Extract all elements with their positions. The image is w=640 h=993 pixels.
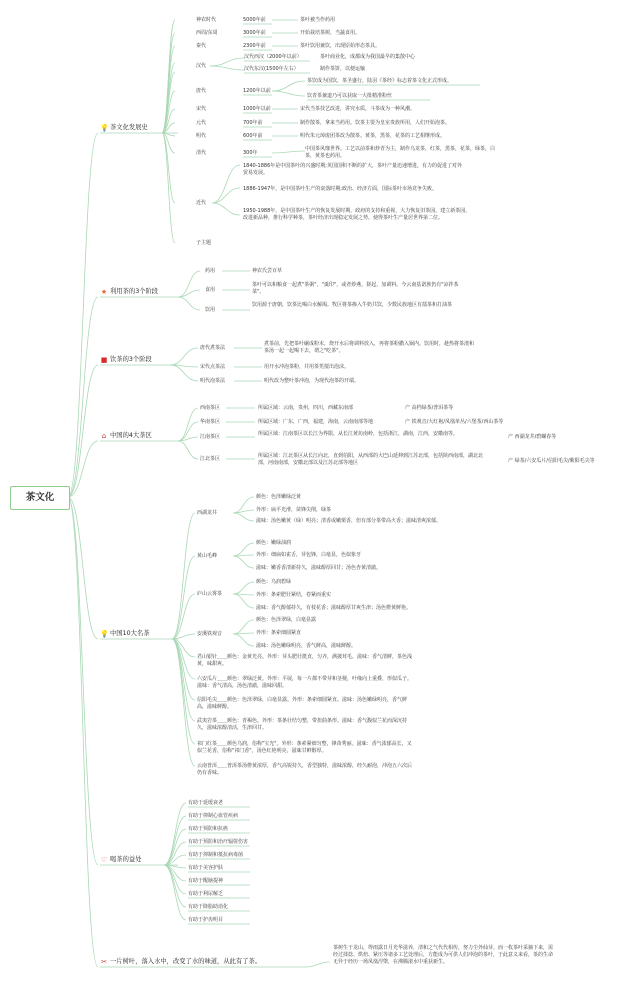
connector: [233, 582, 254, 594]
branch-label: 喝茶的益处: [110, 856, 142, 863]
area-product[interactable]: 产 高档绿茶/普洱茶等: [405, 405, 454, 411]
connector: [210, 66, 244, 70]
bulb-icon: 💡: [100, 630, 109, 638]
branch-areas[interactable]: [100, 431, 152, 440]
tea-name[interactable]: 庐山云雾茶: [197, 591, 223, 597]
leaf-text[interactable]: 茶树生于龙山，得雨露日月光华滋养，清和之气代代相传，努力尘外仙芽。而一枚茶叶采摘下来，需经过揉捻、烘焙、紧压等诸多工艺处理后，方能成为可供人们冲泡的茶叶，于此意义来看，茶的生命无异于经历一场凤凰涅槃，在沸腾滚水中重获新生。: [333, 945, 554, 965]
bulb-icon: 💡: [100, 124, 109, 132]
stage-name[interactable]: 药用: [205, 268, 216, 274]
tea-attribute[interactable]: 滋味：嫩香香清新持久，滋味醇厚回甘；汤色杏黄清澈。: [256, 565, 382, 571]
connector: [212, 203, 240, 215]
tea-extra[interactable]: 祁门红茶＿＿颜色乌润，俗称"宝光"。外形：条索紧细匀整，锋苗秀丽。滋味：香气浓郁高长，又似兰花香，俗称"祁门香"，汤色红艳明亮，滋味甘鲜醇厚。: [197, 741, 412, 754]
connector: [178, 297, 200, 310]
tea-attribute[interactable]: 颜色：嫩绿油润: [256, 540, 292, 546]
stage-desc[interactable]: 饮用源于唐朝，饮茶比喝白水解渴。牧区将茶掺入牛奶共饮，少数民族地区有擂茶和打油茶: [252, 302, 453, 308]
history-era-sub[interactable]: 汉代东汉(1500年左右）: [244, 66, 299, 72]
tea-attribute[interactable]: 颜色：色泽嫩绿泛黄: [256, 494, 302, 500]
branch-drink[interactable]: [100, 355, 152, 364]
benefit-item[interactable]: 有助于抑制心血管疾病: [188, 813, 239, 819]
history-era[interactable]: 近代: [196, 200, 207, 206]
history-era[interactable]: 明代: [196, 133, 207, 139]
connector: [164, 865, 186, 894]
stage-name[interactable]: 饮用: [205, 307, 216, 313]
connector: [68, 297, 98, 497]
connector: [164, 842, 186, 865]
history-time[interactable]: 1200年以前: [243, 88, 271, 94]
area-region[interactable]: 所属区域：广东，广西，福建，海南，云南南部等地: [258, 419, 374, 425]
connector: [272, 91, 305, 96]
area-name[interactable]: 江北茶区: [200, 456, 221, 462]
benefit-item[interactable]: 有助于利尿解乏: [188, 891, 224, 897]
benefit-item[interactable]: 有助于醒脑提神: [188, 878, 224, 884]
connector: [162, 133, 175, 243]
tea-extra[interactable]: 云南普洱＿＿普洱茶汤橙黄浓厚，香气高锐持久，香型独特，滋味浓醇，经久耐泡，冲泡五六次后仍有香味。: [197, 763, 413, 776]
branch-label: 中国10大名茶: [110, 630, 150, 637]
benefit-item[interactable]: 有助于美容护肤: [188, 865, 224, 871]
drink-name[interactable]: 唐代煮茶法: [200, 345, 226, 351]
connector: [212, 188, 240, 203]
star-icon: ★: [100, 288, 108, 296]
tea-extra[interactable]: 武夷岩茶＿＿颜色：青褐色。外形：茶条壮结匀整，带扭曲条形。滋味：香气馥似兰花而深沉持久，滋味浓醇清活，生津回甘。: [197, 718, 408, 731]
history-time[interactable]: 1000年以前: [243, 106, 271, 112]
area-name[interactable]: 西南茶区: [200, 405, 221, 411]
branch-leaf[interactable]: [100, 957, 261, 966]
area-product[interactable]: 产 西湖龙井/碧螺春等: [508, 434, 557, 440]
tea-attribute[interactable]: 颜色：色泽翠绿，白毫显露: [256, 617, 317, 623]
history-era[interactable]: 清代: [196, 150, 207, 156]
heart-icon: ♡: [100, 856, 108, 864]
area-region[interactable]: 所属区域：云南，贵州，四川，西藏东南部: [258, 405, 354, 411]
history-event[interactable]: 茶叶被当作药用: [300, 17, 336, 23]
stage-name[interactable]: 食用: [205, 287, 216, 293]
history-event[interactable]: 茶叶商业化，成都成为我国最早的集散中心: [320, 54, 416, 60]
tea-attribute[interactable]: 外形：条索细圆紧直: [256, 630, 302, 636]
connector: [272, 81, 305, 91]
branch-label: 利用茶的3个阶段: [110, 288, 159, 295]
history-era[interactable]: 子主题: [196, 240, 212, 246]
branch-label: 饮茶的3个阶段: [110, 356, 152, 363]
branch-stages[interactable]: [100, 287, 158, 296]
branch-label: 中国的4大茶区: [110, 432, 152, 439]
tea-attribute[interactable]: 外形：条索肥壮紧结，卷紧而重实: [256, 592, 332, 598]
drink-desc[interactable]: 明代改为整叶茶冲泡，为现代泡茶的开端。: [264, 378, 360, 384]
area-region[interactable]: 所属区域：江南茶区以长江为界限，从长江黄坊南岭，包括浙江，湖南，江西，安徽南等。: [258, 431, 459, 437]
connector: [233, 510, 254, 513]
tea-name[interactable]: 黄山毛峰: [197, 553, 218, 559]
connector: [178, 441, 198, 459]
history-event[interactable]: 开始栽培茶树，当蔬食用。: [300, 30, 361, 36]
connector: [272, 151, 305, 153]
history-event[interactable]: 中国茶风靡世界。工艺以前茶和炒青为主，制作乌龙茶，红茶，黑茶，花茶，绿茶，白茶，黄茶也药用。: [305, 146, 496, 159]
tea-extra[interactable]: 六安瓜片＿＿颜色：翠绿泛黄。外形：平展，每一片都不带芽和茎梗，叶缘向上重叠，形似瓜子。滋味：香气清高，汤色清澈，滋味回甜。: [197, 676, 413, 689]
benefit-item[interactable]: 有助于预防和治疗辐射伤害: [188, 839, 249, 845]
connector: [172, 594, 195, 639]
connector: [172, 639, 195, 721]
flag-icon: ■: [100, 356, 108, 364]
branch-label: 茶文化发展史: [110, 124, 148, 131]
tea-attribute[interactable]: 滋味：香气醇郁持久，有枝花香；滋味醇厚甘爽生津；汤色橙黄鲜艳。: [256, 605, 412, 611]
connector: [68, 133, 98, 497]
history-era[interactable]: 神农时代: [196, 17, 217, 23]
connector: [233, 594, 254, 608]
connector: [68, 441, 98, 497]
connector: [210, 58, 244, 66]
connector: [233, 543, 254, 556]
connector: [172, 513, 195, 639]
history-event[interactable]: 制作茶饼，以便运输: [320, 66, 366, 72]
history-event[interactable]: 明代朱元璋废团茶改为散茶。黄茶，黑茶，花茶的工艺相继形成。: [300, 133, 446, 139]
benefit-item[interactable]: 有助于降脂助消化: [188, 904, 229, 910]
tea-attribute[interactable]: 外形：扁平光滑，苗锋尖削，绿茶: [256, 507, 332, 513]
history-event[interactable]: 饮青茶兼道乃可以获取一大批精准粉丝: [307, 93, 393, 99]
connector: [233, 634, 254, 646]
history-era[interactable]: 唐代: [196, 88, 207, 94]
connector: [172, 639, 195, 744]
drink-name[interactable]: 宋代点茶法: [200, 364, 226, 370]
connector: [233, 497, 254, 513]
house-icon: ⌂: [101, 432, 107, 440]
history-time[interactable]: 2300年前: [243, 43, 266, 49]
drink-name[interactable]: 明代泡茶法: [200, 378, 226, 384]
stage-desc[interactable]: 茶叶可以和粮食一起煮"茶粥"，"羹印"，或者炒燕，搓起，加调料。今云南基诺族仍有"凉拌茶菜"。: [252, 282, 459, 295]
connector: [68, 365, 98, 497]
history-time[interactable]: 600年前: [243, 133, 263, 139]
history-event[interactable]: 茶饮成为国饮，茶圣盛行，陆羽《茶经》标志着茶文化正式形成。: [307, 78, 453, 84]
connector: [172, 556, 195, 639]
tea-name[interactable]: 西湖龙井: [197, 510, 218, 516]
branch-famous[interactable]: [100, 629, 150, 638]
branch-benefit[interactable]: [100, 855, 141, 864]
tea-extra[interactable]: 信阳毛尖＿＿颜色：色泽翠绿，白毫显露。外形：条索细圆紧直。滋味：汤色嫩绿明亮，香气鲜高，滋味鲜醇。: [197, 697, 408, 710]
area-product[interactable]: 产 绿茶/六安瓜片/信阳毛尖/紫阳毛尖等: [508, 458, 595, 464]
connector: [170, 365, 198, 381]
connector: [212, 165, 240, 203]
history-time[interactable]: 300年: [243, 150, 258, 156]
connector: [305, 962, 330, 967]
area-region[interactable]: 所属区域：江北茶区从长江向北，直到伯阳，从西部的大巴山延伸到江苏北部，包括陕西南部，湖北北部，河南南部，安徽北部以及江苏北部等地区: [258, 453, 484, 466]
history-event[interactable]: 制作散茶，拿来当药用。饮茶主要为皇室贵族所用，人们开始泡茶。: [300, 120, 451, 126]
history-time[interactable]: 5000年前: [243, 17, 266, 23]
benefit-item[interactable]: 有助于预防和抗癌: [188, 826, 229, 832]
stage-desc[interactable]: 神农氏尝百草: [252, 268, 283, 274]
tools-icon: ✂: [101, 958, 107, 966]
connector: [233, 513, 254, 521]
history-era[interactable]: 元代: [196, 120, 207, 126]
connector: [68, 497, 98, 865]
drink-desc[interactable]: 煮茶前，先把茶叶碾成粉末，烧开水后将调料放入，再将茶粉撒入锅内。饮用时，趁热将茶渣和茶汤一起一起喝下去，谓之"吃茶"。: [264, 341, 475, 354]
tea-name[interactable]: 安溪铁观音: [197, 631, 223, 637]
history-event[interactable]: 1950-1988年，是中国茶叶生产的恢复发展时期，政府的支持和重视，大力恢复旧茶园，建立新茶园，改进新品种，推行科学种茶，茶叶经济出现稳定发展之势。使得茶叶生产量居世界第二位。: [243, 208, 471, 221]
connector: [164, 816, 186, 865]
root-node[interactable]: 茶文化: [10, 486, 70, 510]
area-product[interactable]: 产 铁观音/大红袍/凤凰单丛/六堡茶/西山茶等: [405, 419, 504, 425]
connector: [233, 556, 254, 568]
history-era[interactable]: 宋代: [196, 106, 207, 112]
benefit-item[interactable]: 有助于抑制和抵抗病毒菌: [188, 852, 244, 858]
history-era[interactable]: 汉代: [196, 63, 207, 69]
connector: [172, 639, 195, 679]
tea-attribute[interactable]: 外形：细扁如雀舌，芽包锋，白毫显，色似象牙: [256, 552, 362, 558]
benefit-item[interactable]: 有助于护齿明目: [188, 917, 224, 923]
area-name[interactable]: 江南茶区: [200, 434, 221, 440]
tea-attribute[interactable]: 颜色：乌润碧绿: [256, 579, 292, 585]
tea-extra[interactable]: 君山银针＿＿颜色：金黄光亮。外形：芽头肥壮挺直，匀齐，满披茸毛。滋味：香气清鲜，茶色浅黄，味甜爽。: [197, 654, 413, 667]
area-name[interactable]: 华南茶区: [200, 419, 221, 425]
history-event[interactable]: 1886-1947年，是中国茶叶生产的衰落时期;政治、经济方面，国际茶叶市场竞争失败。: [243, 186, 437, 192]
history-time[interactable]: 700年前: [243, 120, 263, 126]
history-era[interactable]: 秦代: [196, 43, 207, 49]
tea-attribute[interactable]: 滋味：汤色嫩绿明亮，香气鲜高，滋味鲜醇。: [256, 643, 357, 649]
branch-history[interactable]: [100, 123, 148, 132]
connector: [233, 620, 254, 634]
connector: [178, 408, 198, 441]
history-event[interactable]: 1840-1886年是中国茶叶的兴盛时期;英国国积不断的扩大，茶叶产量迅速增进，有力的促进了对外贸易发展。: [243, 163, 462, 176]
connector: [164, 865, 186, 907]
branch-label: 一片树叶，落入水中，改变了水的味道，从此有了茶。: [110, 958, 262, 965]
benefit-item[interactable]: 有助于延缓衰老: [188, 800, 224, 806]
history-era[interactable]: 西周/东周: [196, 30, 218, 36]
history-era-sub[interactable]: 汉代西汉（2000年以前）: [244, 54, 302, 60]
tea-attribute[interactable]: 滋味：汤色嫩黄（绿）明亮；清香或嫩栗香，但有部分茶带高火香；滋味清爽浓郁。: [256, 518, 442, 524]
history-event[interactable]: 宋代当茶技艺改进，讲究水质，斗茶成为一种风潮。: [300, 106, 416, 112]
connector: [68, 497, 98, 639]
history-event[interactable]: 茶叶饮用兼饮，出现原始形态茶具。: [300, 43, 381, 49]
history-time[interactable]: 3000年前: [243, 30, 266, 36]
connector: [170, 348, 198, 365]
drink-desc[interactable]: 用开水冲泡茶粉，并用茶筅搅出泡沫。: [264, 364, 350, 370]
